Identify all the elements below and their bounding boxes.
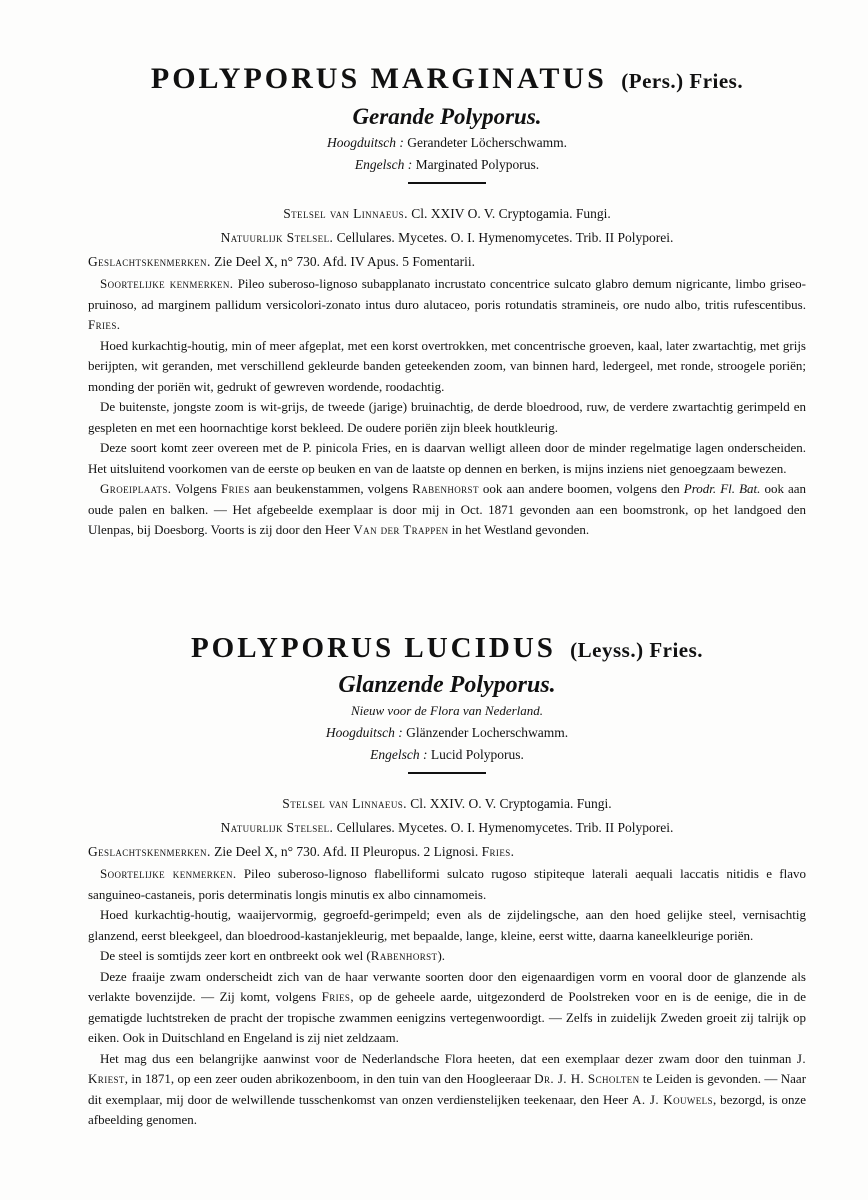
author-fries: Fries: [321, 989, 351, 1004]
habitat-label: Groeiplaats.: [100, 481, 172, 496]
species-characters-paragraph: [88, 864, 806, 905]
natural-system-line: [88, 226, 806, 250]
species-characters-paragraph: [88, 274, 806, 336]
species-author: (Leyss.) Fries.: [570, 638, 704, 662]
divider-rule: [408, 182, 486, 184]
german-name: Glänzender Locherschwamm.: [406, 725, 569, 740]
english-label: Engelsch :: [354, 157, 413, 172]
discovery-text: Het mag dus een belangrijke aanwinst voor de Nederlandsche Flora heeten, dat een exemplaar dezer zwam door den tuinman: [100, 1050, 792, 1066]
stem-text: De steel is somtijds zeer kort en ontbreekt ook wel (: [100, 948, 371, 963]
genus-value: Zie Deel X, n° 730. Afd. II Pleuropus. 2 Lignosi.: [214, 844, 479, 859]
species-title: [88, 58, 806, 102]
linnaeus-label: Stelsel van Linnaeus.: [283, 206, 408, 221]
species-name: POLYPORUS MARGINATUS: [150, 62, 607, 95]
species-characters-latin: Pileo suberoso-lignoso flabelliformi sulcato rugoso stipiteque laterali aequali laccatis nitidis e flavo sanguineo-castaneis, poris determinatis longis minutis ex albo cinnamomeis.: [88, 866, 807, 902]
english-label: Engelsch :: [370, 747, 428, 762]
natural-system-line: [88, 816, 806, 840]
english-name: Lucid Polyporus.: [430, 747, 524, 762]
habitat-text: ook aan oude palen en balken. — Het afgebeelde exemplaar is door mij in Oct. 1871 gevonden aan een boomstronk, op het landgoed den Ulenpas, bij Doesborg. Voorts is zij door den Heer: [88, 481, 807, 537]
divider-rule: [408, 772, 486, 774]
person-kouwels: A. J. Kouwels: [632, 1091, 713, 1107]
description-paragraph: Hoed kurkachtig-houtig, waaijervormig, gegroefd-gerimpeld; even als de zijdelingsche, aan den hoed gelijke steel, vernisachtig glanzend, eerst bleekgeel, dan bloedrood-kastanjekleurig, met bepaalde, lange, kleine, eerst witte, daarna kaneelkleurige poriën.: [88, 907, 806, 943]
discovery-text: , in 1871, op een zeer ouden abrikozenboom, in den tuin van den Hoogleeraar: [124, 1071, 531, 1086]
distribution-paragraph: [88, 967, 806, 1049]
species-author: (Pers.) Fries.: [621, 69, 744, 93]
description-paragraph: Hoed kurkachtig-houtig, min of meer afgeplat, met een korst overtrokken, met concentrische groeven, kaal, later zwartachtig, met grijs berijpten, wit geranden, met verschillend gekleurde banden geteekenden zoom, van binnen hard, ledergeel, met ronde, stroogele poriën; monding der poriën wit, gedrukt of gewreven wordende, roodachtig.: [88, 337, 806, 394]
genus-characters-line: [88, 250, 806, 274]
natural-system-value: Cellulares. Mycetes. O. I. Hymenomycetes. Trib. II Polyporei.: [336, 820, 674, 835]
species-characters-author: Fries.: [88, 317, 121, 332]
genus-author: Fries.: [481, 844, 515, 859]
genus-characters-line: [88, 840, 806, 864]
discovery-text: te Leiden is gevonden. — Naar dit exemplaar, mij door de welwillende tusschenkomst van onzen verdienstelijken teekenaar, den Heer: [88, 1071, 807, 1107]
discovery-text: , bezorgd, is onze afbeelding genomen.: [88, 1091, 806, 1127]
habitat-text: ook aan andere boomen, volgens den: [482, 481, 680, 496]
habitat-paragraph: [88, 479, 806, 541]
author-rabenhorst: Rabenhorst: [370, 948, 438, 963]
zones-paragraph: De buitenste, jongste zoom is wit-grijs, de tweede (jarige) bruinachtig, de derde bloedrood, ruw, de verdere zwartachtig gerimpeld en gespleten en met een hoornachtige korst bekleed. De oudere poriën zijn bleek houtkleurig.: [88, 399, 806, 435]
new-to-flora-note: Nieuw voor de Flora van Nederland.: [350, 703, 544, 718]
german-name-line: [88, 132, 806, 154]
reference-prodr: Prodr. Fl. Bat.: [683, 481, 761, 496]
species-entry-marginatus: [88, 58, 806, 541]
habitat-text: Volgens: [175, 481, 217, 496]
habitat-text: aan beukenstammen, volgens: [253, 481, 409, 496]
german-label: Hoogduitsch :: [327, 135, 404, 150]
species-characters-label: Soortelijke kenmerken.: [100, 276, 234, 291]
species-name: POLYPORUS LUCIDUS: [190, 632, 556, 664]
linnaeus-system-line: [88, 202, 806, 226]
habitat-text: in het Westland gevonden.: [451, 522, 590, 537]
genus-value: Zie Deel X, n° 730. Afd. IV Apus. 5 Fomentarii.: [214, 254, 475, 269]
german-name: Gerandeter Löcherschwamm.: [407, 135, 567, 150]
genus-label: Geslachtskenmerken.: [88, 254, 211, 269]
person-van-der-trappen: Van der Trappen: [353, 522, 449, 537]
dutch-name: Glanzende Polyporus.: [338, 672, 556, 698]
comparison-paragraph: Deze soort komt zeer overeen met de P. pinicola Fries, en is daarvan welligt alleen door de minder regelmatige lagen onderscheiden. Het uitsluitend voorkomen van de eerste op beuken en van de laatste op dennen en berken, is mijns inziens niet genoegzaam bewezen.: [88, 440, 806, 476]
linnaeus-value: Cl. XXIV O. V. Cryptogamia. Fungi.: [411, 206, 611, 221]
english-name-line: [88, 744, 806, 766]
natural-system-value: Cellulares. Mycetes. O. I. Hymenomycetes. Trib. II Polyporei.: [336, 230, 674, 245]
species-title: [88, 628, 806, 670]
german-label: Hoogduitsch :: [325, 725, 403, 740]
german-name-line: [88, 722, 806, 744]
distribution-text: Deze fraaije zwam onderscheidt zich van de haar verwante soorten door den eigenaardigen vorm en vooral door de glanzende als verlakte bovenzijde. — Zij komt, volgens: [88, 968, 806, 1004]
english-name-line: [88, 154, 806, 176]
species-characters-latin: Pileo suberoso-lignoso subapplanato incrustato concentrice sulcato glabro demum nigricante, limbo griseo-pruinoso, ad marginem pallidum versicolori-zonato intus duro alutaceo, poris rotundatis stramineis, ore nudo albo, tritis rufescentibus.: [88, 276, 807, 312]
species-entry-lucidus: [88, 628, 806, 1131]
linnaeus-system-line: [88, 792, 806, 816]
discovery-paragraph: [88, 1049, 806, 1131]
english-name: Marginated Polyporus.: [415, 157, 540, 172]
author-fries: Fries: [221, 481, 250, 496]
linnaeus-value: Cl. XXIV. O. V. Cryptogamia. Fungi.: [410, 796, 612, 811]
person-scholten: Dr. J. H. Scholten: [534, 1071, 640, 1086]
dutch-name: Gerande Polyporus.: [352, 104, 542, 129]
author-rabenhorst: Rabenhorst: [412, 481, 479, 496]
genus-label: Geslachtskenmerken.: [88, 844, 211, 859]
stem-text: ).: [437, 948, 446, 963]
person-kriest: J. Kriest: [88, 1050, 807, 1086]
linnaeus-label: Stelsel van Linnaeus.: [282, 796, 407, 811]
natural-system-label: Natuurlijk Stelsel.: [220, 820, 334, 835]
distribution-text: , op de geheele aarde, uitgezonderd de Poolstreken voor en is de eenige, die in de gematigde luchtstreken de pracht der tropische zwammen eenigzins vertegenwoordigt. — Zelfs in zuidelijk Zweden groeit zij talrijk op eiken. Ook in Duitschland en Engeland is zij niet zeldzaam.: [88, 989, 807, 1045]
species-characters-label: Soortelijke kenmerken.: [100, 866, 237, 881]
natural-system-label: Natuurlijk Stelsel.: [220, 230, 334, 245]
stem-paragraph: [88, 946, 806, 967]
